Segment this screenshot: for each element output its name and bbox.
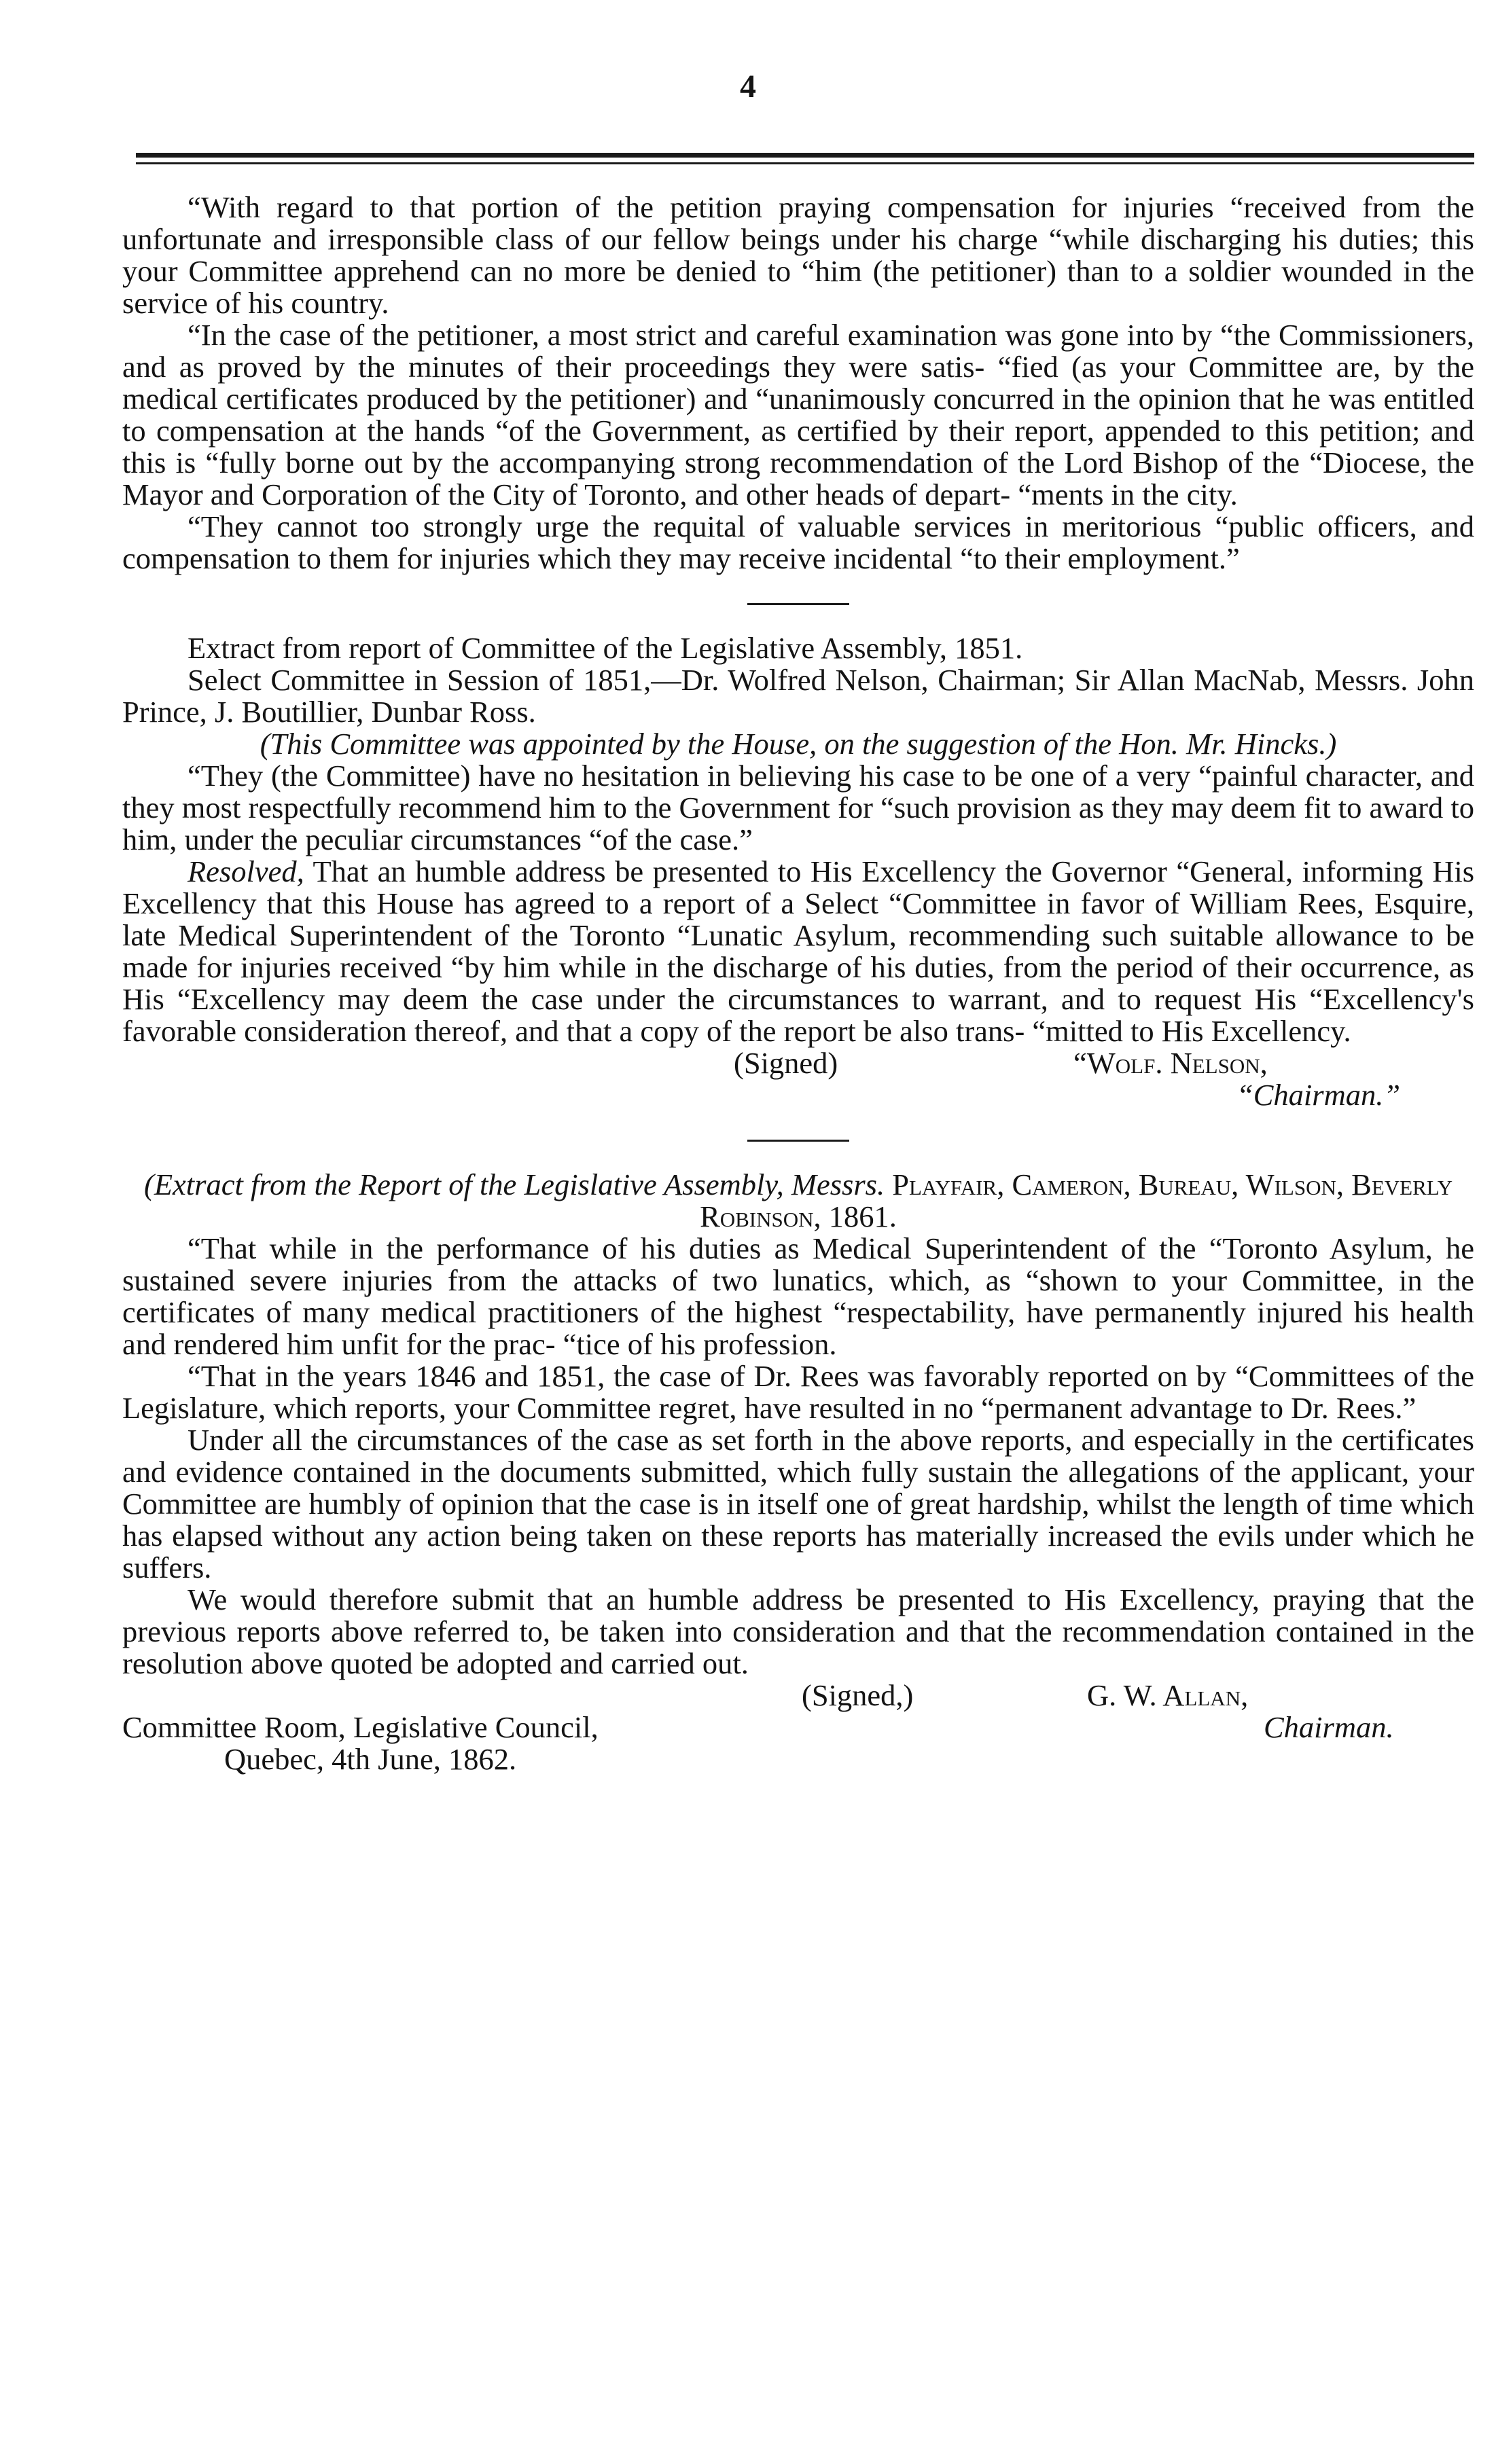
paragraph-injuries: “That while in the performance of his duties as Medical Superintendent of the “Toronto Asylum, he sustained severe injuries from the attacks of two lunatics, which, as “shown to your Committee, in the certificates of many medical practitioners of the highest “respectability, have permanently injured his health and rendered him unfit for the prac- “tice of his profession. bbox=[122, 1231, 1474, 1361]
date-line: Quebec, 4th June, 1862. bbox=[224, 1742, 517, 1776]
resolved-word: Resolved, bbox=[188, 854, 304, 888]
section-divider bbox=[747, 1140, 849, 1142]
paragraph-resolved bbox=[122, 856, 1474, 1047]
paragraph-submit: We would therefore submit that an humble address be presented to His Excellency, praying that the previous reports above referred to, be taken into consideration and that the recommendation contained in the resolution above quoted be adopted and carried out. bbox=[122, 1582, 1474, 1680]
signer-name-1862: G. W. Allan, bbox=[1087, 1678, 1249, 1712]
signer-title-1862: Chairman. bbox=[1264, 1710, 1394, 1744]
paragraph-requital: “They cannot too strongly urge the requital of valuable services in meritorious “public officers, and compensation to them for injuries which they may receive incidental “to their employment.” bbox=[122, 509, 1474, 575]
committee-note: (This Committee was appointed by the House, on the suggestion of the Hon. Mr. Hincks.) bbox=[260, 727, 1337, 761]
paragraph-commissioners: “In the case of the petitioner, a most strict and careful examination was gone into by “the Commissioners, and as proved by the minutes of their proceedings they were satis- “fied (as your Committee are, by the medical certificates produced by the petitioner) and “unanimously concurred in the opinion that he was entitled to compensation at the hands “of the Government, as certified by their report, appended to this petition; and this is “fully borne out by the accompanying strong recommendation of the Lord Bishop of the “Diocese, the Mayor and Corporation of the City of Toronto, and other heads of depart- “ments in the city. bbox=[122, 318, 1474, 511]
document-body bbox=[122, 192, 1474, 1775]
select-committee-members: Select Committee in Session of 1851,—Dr. Wolfred Nelson, Chairman; Sir Allan MacNab, Messrs. John Prince, J. Boutillier, Dunbar Ross. bbox=[122, 663, 1474, 729]
extract-1861-heading-italic: (Extract from the Report of the Legislative Assembly, Messrs. bbox=[144, 1167, 885, 1201]
header-rule-thin bbox=[136, 162, 1474, 164]
extract-1851-heading: Extract from report of Committee of the Legislative Assembly, 1851. bbox=[188, 631, 1023, 665]
paragraph-compensation: “With regard to that portion of the petition praying compensation for injuries “received from the unfortunate and irresponsible class of our fellow beings under his charge “while discharging his duties; this your Committee apprehend can no more be denied to “him (the petitioner) than to a soldier wounded in the service of his country. bbox=[122, 190, 1474, 320]
signed-label: (Signed) bbox=[734, 1046, 838, 1080]
paragraph-painful-case: “They (the Committee) have no hesitation in believing his case to be one of a very “painful character, and they most respectfully recommend him to the Government for “such provision as they may deem fit to award to him, under the peculiar circumstances “of the case.” bbox=[122, 759, 1474, 856]
paragraph-circumstances: Under all the circumstances of the case as set forth in the above reports, and especially in the certificates and evidence contained in the documents submitted, which fully sustain the allegations of the applicant, your Committee are humbly of opinion that the case is in itself one of great hardship, whilst the length of time which has elapsed without any action being taken on these reports has materially increased the evils under which he suffers. bbox=[122, 1423, 1474, 1584]
signature-line-1862 bbox=[122, 1680, 1474, 1711]
section-divider bbox=[747, 603, 849, 605]
page-number: 4 bbox=[740, 69, 756, 105]
extract-1861-heading-names: Playfair, Cameron, Bureau, Wilson, Beverly Robinson, 1861. bbox=[700, 1167, 1453, 1233]
signer-title-line bbox=[122, 1079, 1474, 1111]
resolved-text: That an humble address be presented to His Excellency the Governor “General, informing His Excellency that this House has agreed to a report of a Select “Committee in favor of William Rees, Esquire, late Medical Superintendent of the Toronto “Lunatic Asylum, recommending such suitable allowance to be made for injuries received “by him while in the discharge of his duties, from the period of their occurrence, as His “Excellency may deem the case under the circumstances to warrant, and to request His “Excellency's favorable consideration thereof, and that a copy of the report be also trans- “mitted to His Excellency. bbox=[122, 854, 1475, 1048]
signed-label-1862: (Signed,) bbox=[802, 1678, 914, 1712]
extract-1861-heading bbox=[122, 1169, 1474, 1233]
signature-line-1851 bbox=[122, 1047, 1474, 1079]
signer-title: “Chairman.” bbox=[1236, 1078, 1401, 1112]
committee-room: Committee Room, Legislative Council, bbox=[122, 1710, 599, 1744]
paragraph-previous-reports: “That in the years 1846 and 1851, the case of Dr. Rees was favorably reported on by “Committees of the Legislature, which reports, your Committee regret, have resulted in no “permanent advantage to Dr. Rees.” bbox=[122, 1359, 1474, 1425]
place-title-line bbox=[122, 1711, 1474, 1743]
signer-name: “Wolf. Nelson, bbox=[1073, 1046, 1268, 1080]
header-rule-thick bbox=[136, 153, 1474, 158]
